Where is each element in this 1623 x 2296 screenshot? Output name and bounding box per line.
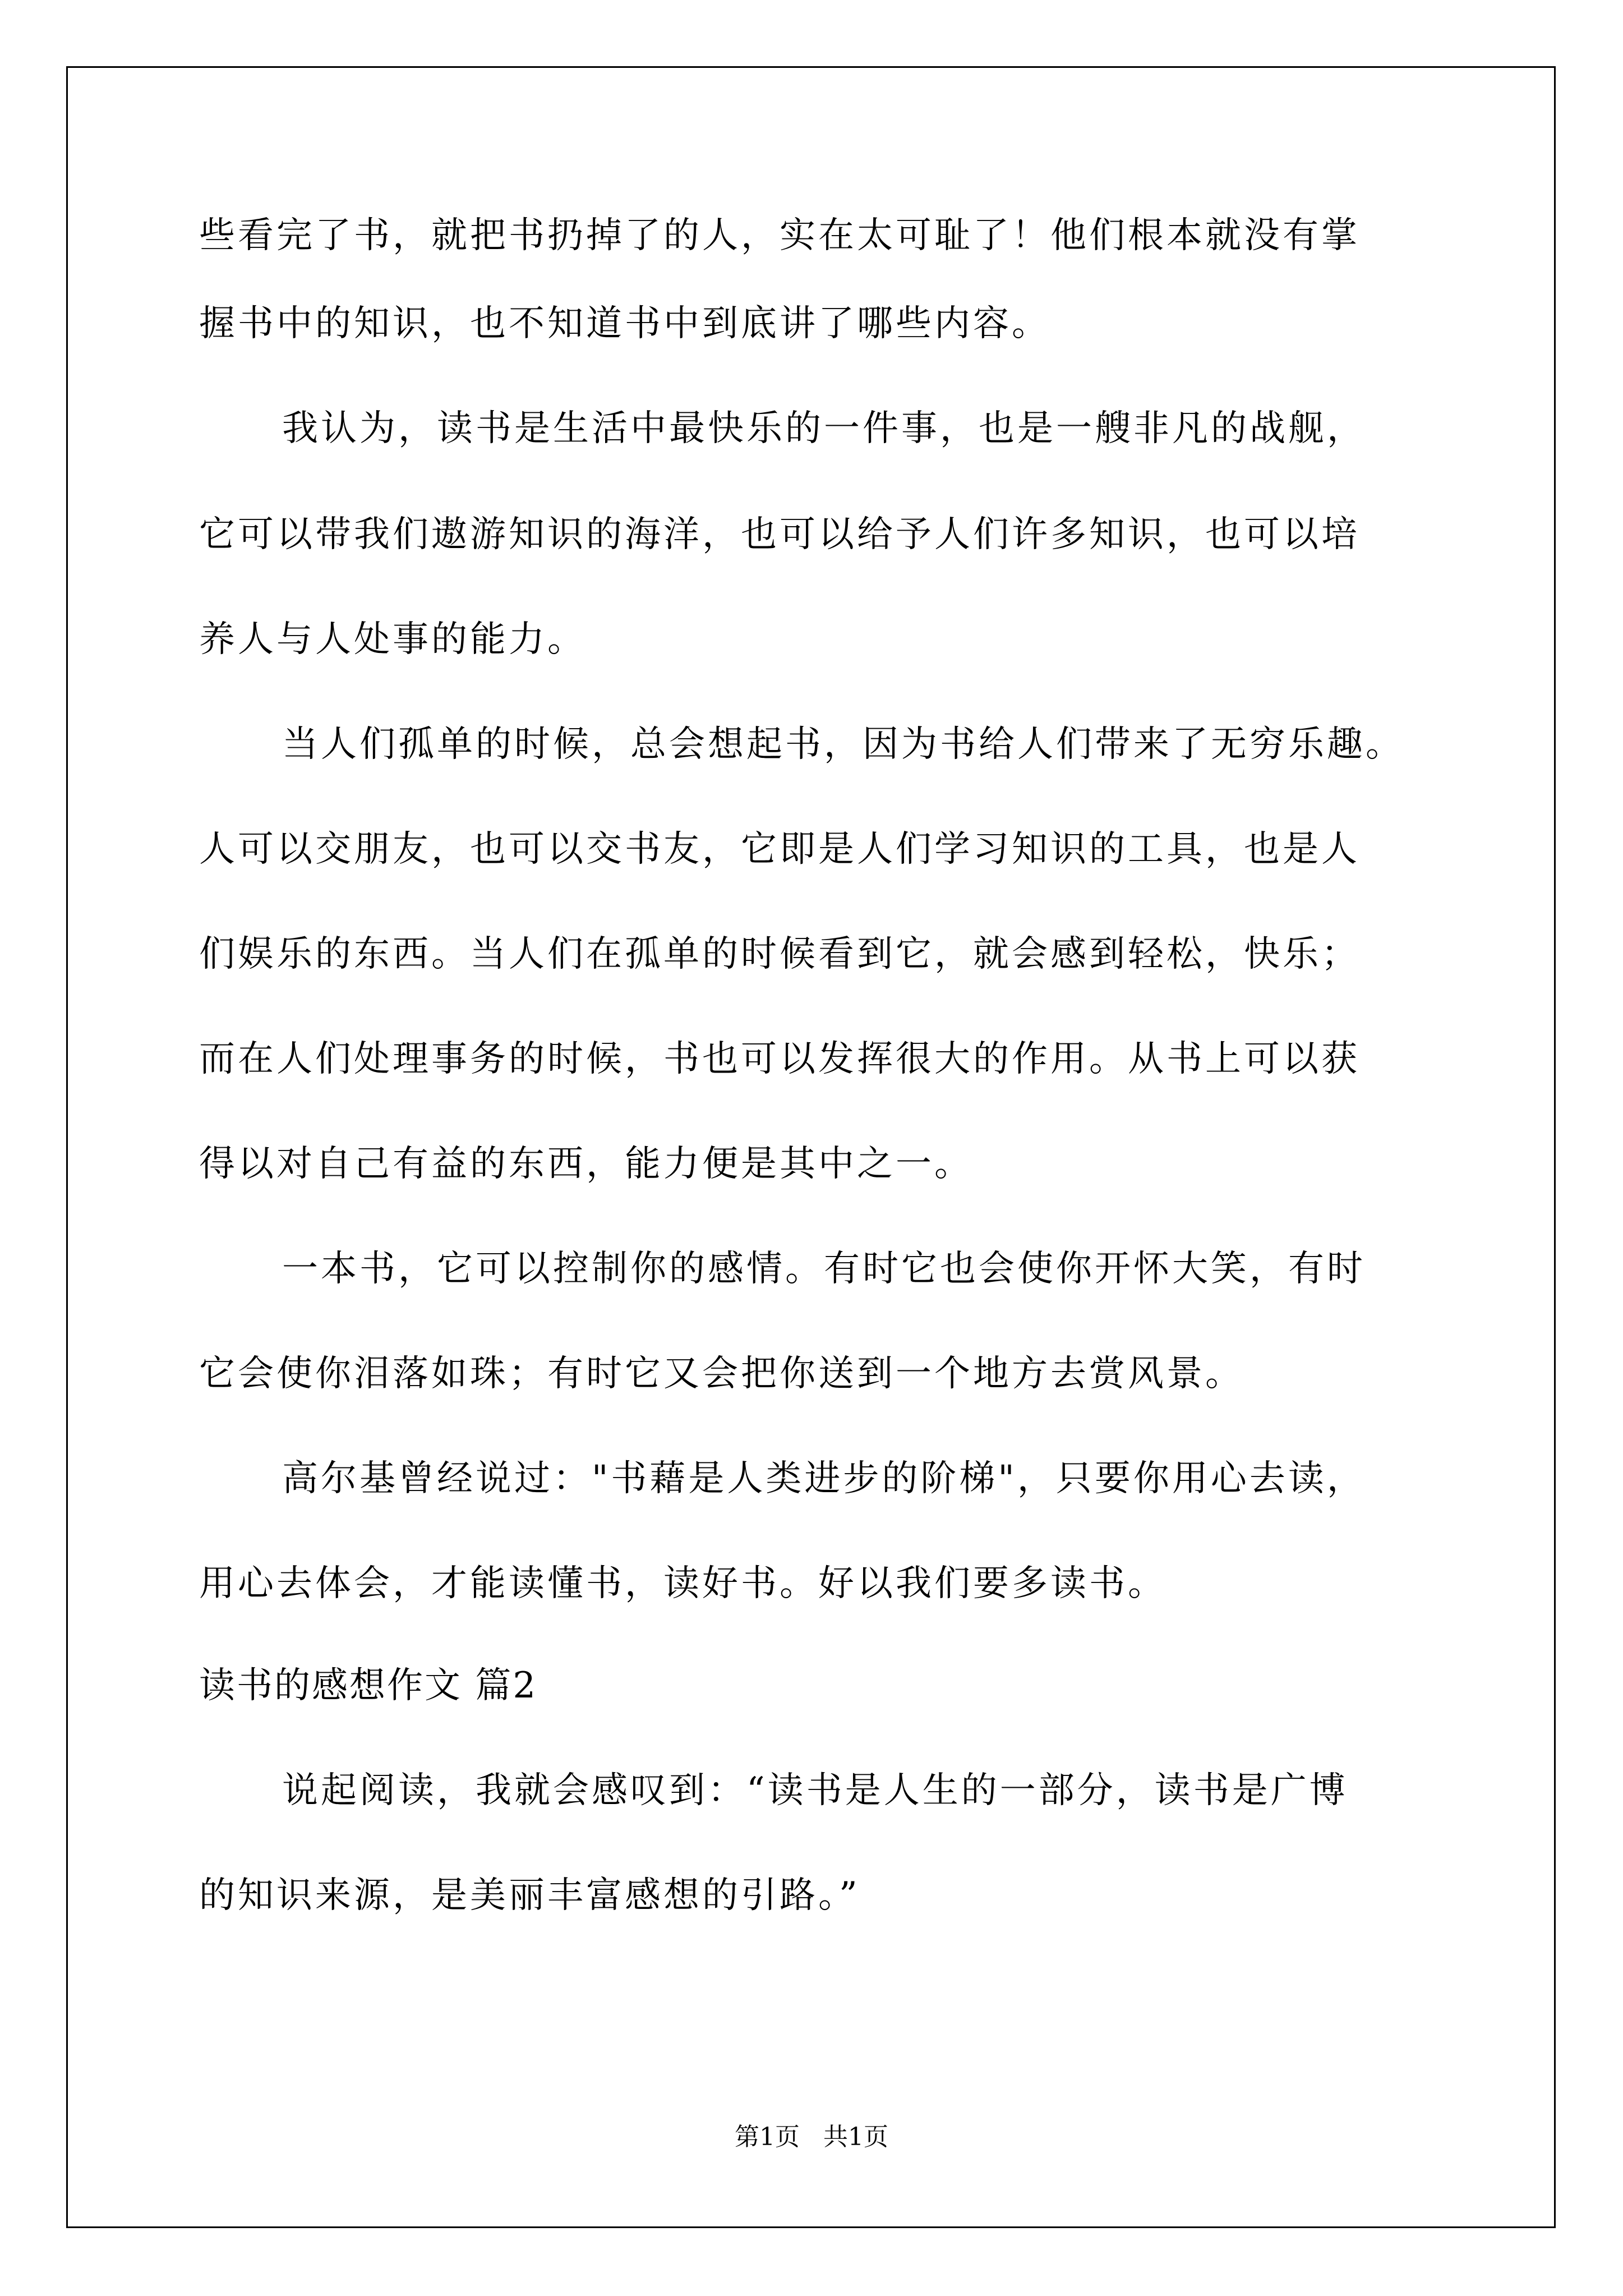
paragraph-start-line: 当人们孤单的时候，总会想起书，因为书给人们带来了无穷乐趣。 — [282, 724, 1404, 765]
page-total: 共1页 — [823, 2123, 888, 2151]
text-line: 它会使你泪落如珠；有时它又会把你送到一个地方去赏风景。 — [199, 1353, 1244, 1395]
page-number: 第1页 — [735, 2123, 800, 2151]
text-line: 握书中的知识，也不知道书中到底讲了哪些内容。 — [199, 303, 1050, 344]
text-line: 们娱乐的东西。当人们在孤单的时候看到它，就会感到轻松，快乐； — [199, 933, 1360, 975]
paragraph-start-line: 我认为，读书是生活中最快乐的一件事，也是一艘非凡的战舰， — [282, 408, 1366, 449]
paragraph-start-line: 高尔基曾经说过："书藉是人类进步的阶梯"，只要你用心去读， — [282, 1458, 1366, 1499]
page-footer — [0, 2122, 1623, 2153]
section-heading: 读书的感想作文 篇2 — [199, 1665, 538, 1706]
paragraph-start-line: 一本书，它可以控制你的感情。有时它也会使你开怀大笑，有时 — [282, 1248, 1366, 1290]
text-line: 养人与人处事的能力。 — [199, 619, 586, 660]
text-line: 而在人们处理事务的时候，书也可以发挥很大的作用。从书上可以获 — [199, 1038, 1360, 1080]
text-line: 些看完了书，就把书扔掉了的人，实在太可耻了！他们根本就没有掌 — [199, 215, 1360, 256]
paragraph-start-line: 说起阅读，我就会感叹到：“读书是人生的一部分，读书是广博 — [282, 1770, 1348, 1811]
text-line: 得以对自己有益的东西，能力便是其中之一。 — [199, 1143, 973, 1185]
text-line: 的知识来源，是美丽丰富感想的引路。” — [199, 1875, 860, 1916]
text-line: 用心去体会，才能读懂书，读好书。好以我们要多读书。 — [199, 1563, 1166, 1604]
text-line: 它可以带我们遨游知识的海洋，也可以给予人们许多知识，也可以培 — [199, 514, 1360, 555]
text-line: 人可以交朋友，也可以交书友，它即是人们学习知识的工具，也是人 — [199, 829, 1360, 870]
